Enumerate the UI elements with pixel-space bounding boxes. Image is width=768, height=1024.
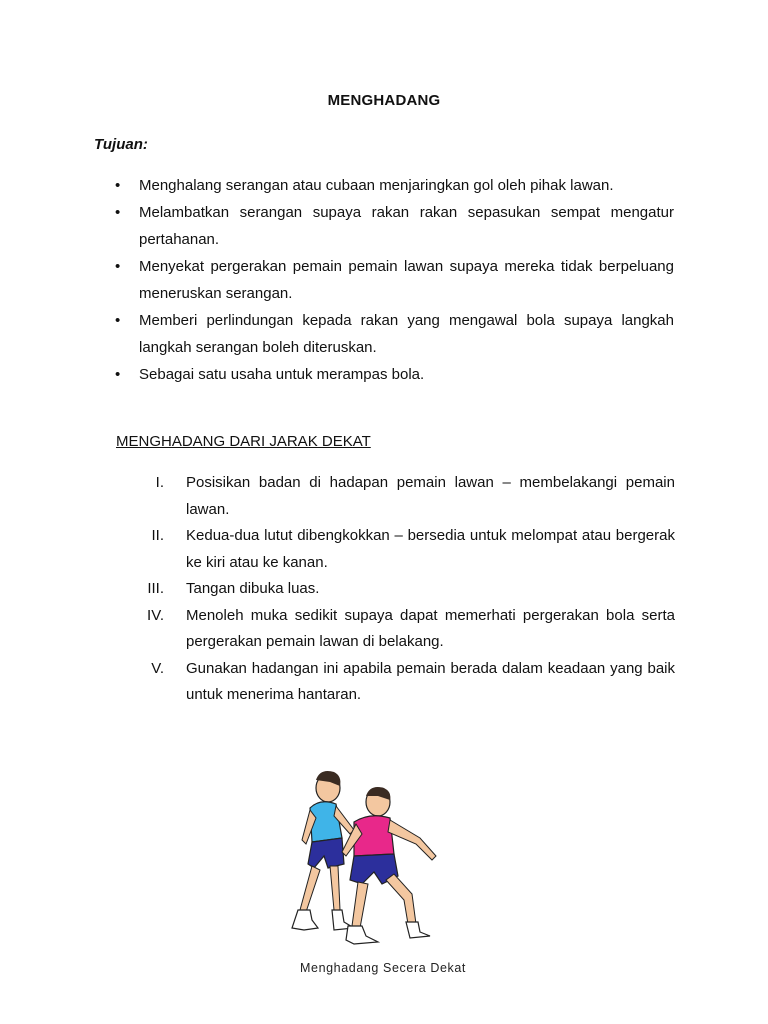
step-number: III. [147,580,164,597]
step-item [140,656,675,709]
step-number: V. [151,659,164,677]
figure-caption: Menghadang Secera Dekat [300,961,466,975]
step-text: Tangan dibuka luas. [186,580,320,597]
step-item [140,523,675,576]
steps-list [140,470,675,709]
step-item [140,470,675,523]
step-number: I. [155,474,164,491]
step-text: Kedua-dua lutut dibengkokkan – bersedia untuk melompat atau bergerak ke kiri atau ke kanan. [186,527,675,571]
step-text: Posisikan badan di hadapan pemain lawan – membelakangi pemain lawan. [186,474,675,518]
step-text: Gunakan hadangan ini apabila pemain berada dalam keadaan yang baik untuk menerima hantaran. [186,659,675,703]
list-item: • Melambatkan serangan supaya rakan rakan sepasukan sempat mengatur pertahanan. [112,199,674,253]
list-item: • Sebagai satu usaha untuk merampas bola. [112,361,674,388]
step-number: II. [151,527,164,544]
list-item: • Menghalang serangan atau cubaan menjaringkan gol oleh pihak lawan. [112,172,674,199]
front-player-figure [342,787,436,944]
step-text: Menoleh muka sedikit supaya dapat memerhati pergerakan bola serta pergerakan pemain lawan di belakang. [186,606,675,650]
page-title: MENGHADANG [327,92,441,109]
step-item [140,576,675,603]
step-number: IV. [147,606,164,624]
objective-label: Tujuan: [94,136,148,153]
list-item: • Menyekat pergerakan pemain pemain lawan supaya mereka tidak berpeluang meneruskan serangan. [112,253,674,307]
objective-list [112,172,674,388]
blocking-illustration [270,760,500,960]
step-item [140,603,675,656]
section-subheading: MENGHADANG DARI JARAK DEKAT [116,433,371,450]
list-item: • Memberi perlindungan kepada rakan yang mengawal bola supaya langkah langkah serangan boleh diteruskan. [112,307,674,361]
